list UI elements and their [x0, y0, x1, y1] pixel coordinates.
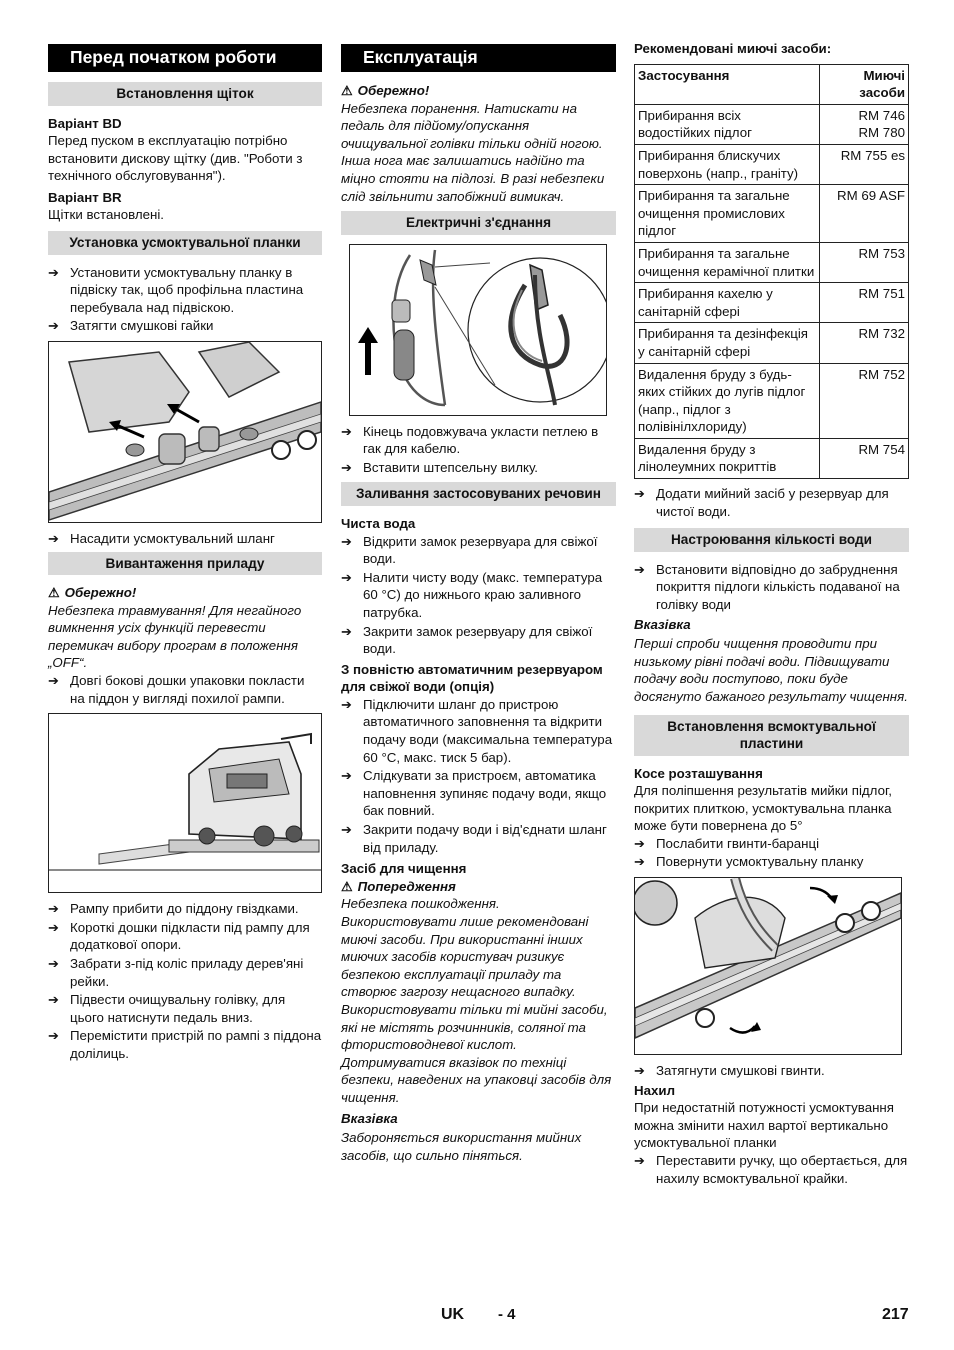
caution-label [341, 878, 616, 896]
table-body [635, 104, 909, 478]
column-middle [341, 44, 616, 1164]
oblique-steps [634, 835, 909, 871]
step-item: ➔ Додати мийний засіб у резервуар для чистої води. [634, 485, 909, 520]
step-item: ➔ Закрити подачу води і від'єднати шланг від приладу. [341, 821, 616, 856]
table-cell-application: Прибирання та загальне очищення промислових підлог [635, 185, 820, 243]
variant-bd-label: Варіант BD [48, 115, 122, 131]
warning-text: Небезпека травмування! Для негайного вимкнення усіх функцій перевести перемикач вибору програм в положення „OFF“. [48, 602, 302, 671]
table-cell-application: Видалення бруду з лінолеумних покриттів [635, 438, 820, 478]
warning-label-text: Обережно! [64, 585, 137, 601]
warning-icon: ⚠ [341, 83, 353, 98]
table-header-row [635, 64, 909, 104]
table-cell-application: Прибирання кахелю у санітарній сфері [635, 283, 820, 323]
tilt-text: При недостатній потужності усмоктування можна змінити нахил вартої вертикально усмоктувальної планки [634, 1100, 894, 1151]
step-item: ➔ Затягнути смушкові гвинти. [634, 1062, 909, 1080]
step-item: ➔ Кінець подовжувача укласти петлею в гак для кабелю. [341, 423, 616, 458]
footer-local-page: - 4 [498, 1306, 516, 1323]
step-item: ➔ Перемістити пристрій по рампі з піддона долілиць. [48, 1027, 322, 1062]
oblique-title: Косе розташування [634, 765, 763, 781]
step-item: ➔ Довгі бокові дошки упаковки покласти на піддон у вигляді похилої рампи. [48, 672, 322, 707]
subheader-brushes: Встановлення щіток [48, 82, 322, 106]
table-cell-detergent: RM 732 [820, 323, 909, 363]
table-cell-detergent: RM 753 [820, 242, 909, 282]
step-item: ➔ Повернути усмоктувальну планку [634, 853, 909, 871]
step-item: ➔ Переставити ручку, що обертається, для нахилу всмоктувальної крайки. [634, 1152, 909, 1187]
table-row [635, 242, 909, 282]
detergent-title: Засіб для чищення [341, 861, 467, 877]
caution-label-text: Попередження [357, 878, 456, 894]
warning-label [48, 584, 322, 602]
cable-hook-figure [349, 244, 607, 416]
table-caption: Рекомендовані миючі засоби: [634, 41, 832, 56]
table-cell-application: Прибирання та дезінфекція у санітарній сфері [635, 323, 820, 363]
step-item: ➔ Забрати з-під коліс приладу дерев'яні рейки. [48, 955, 322, 990]
subheader-unload: Вивантаження приладу [48, 552, 322, 576]
subheader-squeegee: Установка усмоктувальної планки [48, 231, 322, 255]
table-cell-application: Прибирання та загальне очищення керамічної плитки [635, 242, 820, 282]
step-item: ➔ Вставити штепсельну вилку. [341, 459, 616, 477]
table-cell-detergent: RM 755 es [820, 144, 909, 184]
squeegee-rotate-figure [634, 877, 902, 1055]
clean-water-steps [341, 533, 616, 658]
warning-text: Небезпека поранення. Натискати на педаль для підйому/опускання очищувальної голівки тільки одній ногою. Інша нога має залишатись надійно та міцно стояти на підлозі. В разі небезпеки слід звільнити запобіжний вимикач. [341, 100, 605, 204]
step-item: ➔ Відкрити замок резервуара для свіжої води. [341, 533, 616, 568]
table-cell-detergent: RM 754 [820, 438, 909, 478]
table-cell-detergent: RM 751 [820, 283, 909, 323]
column-right [634, 40, 909, 1188]
column-left [48, 44, 322, 1064]
table-cell-detergent: RM 746 RM 780 [820, 104, 909, 144]
squeegee-install-figure [48, 341, 322, 523]
step-item: ➔ Встановити відповідно до забруднення покриття підлоги кількість подаваної на голівку води [634, 561, 909, 614]
unloading-ramp-figure [48, 713, 322, 893]
warning-label-text: Обережно! [357, 83, 430, 98]
tilt-title: Нахил [634, 1082, 676, 1098]
step-item: ➔ Затягти смушкові гайки [48, 317, 322, 335]
variant-bd-text: Перед пуском в експлуатацію потрібно встановити дискову щітку (див. "Роботи з технічного обслуговування"). [48, 133, 303, 184]
note-label: Вказівка [634, 616, 691, 632]
step-item: ➔ Короткі дошки підкласти під рампу для додаткової опори. [48, 919, 322, 954]
step-item: ➔ Закрити замок резервуару для свіжої води. [341, 623, 616, 658]
table-header-detergent: Миючі засоби [820, 64, 909, 104]
table-row [635, 144, 909, 184]
note-text: Забороняється використання мийних засобів, що сильно піняться. [341, 1130, 582, 1163]
subheader-water-amount: Настроювання кількості води [634, 528, 909, 552]
note-text: Перші спроби чищення проводити при низькому рівні подачі води. Підвищувати подачу води поступово, поки буде досягнуто бажаного результату чищення. [634, 636, 908, 704]
footer-page-number: 217 [882, 1306, 909, 1323]
step-item: ➔ Підвести очищувальну голівку, для цього натиснути педаль вниз. [48, 991, 322, 1026]
table-cell-detergent: RM 752 [820, 363, 909, 438]
warning-icon: ⚠ [48, 585, 60, 601]
step-item: ➔ Налити чисту воду (макс. температура 60 °C) до нижнього краю заливного патрубка. [341, 569, 616, 622]
table-row [635, 323, 909, 363]
step-item: ➔ Слідкувати за пристроєм, автоматика наповнення зупиняє подачу води, якщо бак повний. [341, 767, 616, 820]
clean-water-title: Чиста вода [341, 515, 416, 531]
subheader-electric: Електричні з'єднання [341, 211, 616, 235]
table-row [635, 363, 909, 438]
table-header-application: Застосування [635, 64, 820, 104]
step-item: ➔ Рампу прибити до піддону гвіздками. [48, 900, 322, 918]
section-title-operation: Експлуатація [341, 44, 616, 72]
table-cell-detergent: RM 69 ASF [820, 185, 909, 243]
table-cell-application: Прибирання всіх водостійких підлог [635, 104, 820, 144]
squeegee-steps [48, 264, 322, 335]
detergent-table [634, 64, 909, 479]
auto-fill-steps [341, 696, 616, 856]
note-label: Вказівка [341, 1110, 398, 1126]
variant-br-text: Щітки встановлені. [48, 207, 164, 223]
step-item: ➔ Насадити усмоктувальний шланг [48, 530, 322, 548]
warning-label [341, 82, 616, 100]
step-item: ➔ Установити усмоктувальну планку в підвіску так, щоб профільна пластина перебувала над підвіскою. [48, 264, 322, 317]
variant-br-label: Варіант BR [48, 189, 122, 205]
electric-steps [341, 423, 616, 477]
footer-language: UK [441, 1306, 465, 1323]
table-row [635, 283, 909, 323]
warning-icon: ⚠ [341, 878, 353, 894]
table-cell-application: Видалення бруду з будь-яких стійких до лугів підлог (напр., підлог з полівінілхлориду) [635, 363, 820, 438]
table-row [635, 185, 909, 243]
auto-fill-title: З повністю автоматичним резервуаром для свіжої води (опція) [341, 661, 603, 695]
subheader-fill: Заливання застосовуваних речовин [341, 482, 616, 506]
unload-steps [48, 900, 322, 1062]
section-title-before-start: Перед початком роботи [48, 44, 322, 72]
table-cell-application: Прибирання блискучих поверхонь (напр., граніту) [635, 144, 820, 184]
table-row [635, 104, 909, 144]
caution-text: Небезпека пошкодження. Використовувати лише рекомендовані миючі засоби. При використанні інших миючих засобів користувач ризикує безпекою експлуатації приладу та створює загрозу нещасного випадку. Використовувати тільки ті мийні засоби, які не містять розчинників, соляної та фтористоводневої кислот. Дотримуватися вказівок по техніці безпеки, наведених на упаковці засобів для чищення. [341, 896, 612, 1105]
step-item: ➔ Підключити шланг до пристрою автоматичного заповнення та відкрити подачу води (максимальна температура 60 °C, макс. тиск 5 бар). [341, 696, 616, 766]
step-item: ➔ Послабити гвинти-баранці [634, 835, 909, 853]
oblique-text: Для поліпшення результатів мийки підлог, покритих плиткою, усмоктувальна планка може бути повернена до 5° [634, 783, 892, 834]
table-row [635, 438, 909, 478]
subheader-suction-blade: Встановлення всмоктувальної пластини [634, 715, 909, 756]
